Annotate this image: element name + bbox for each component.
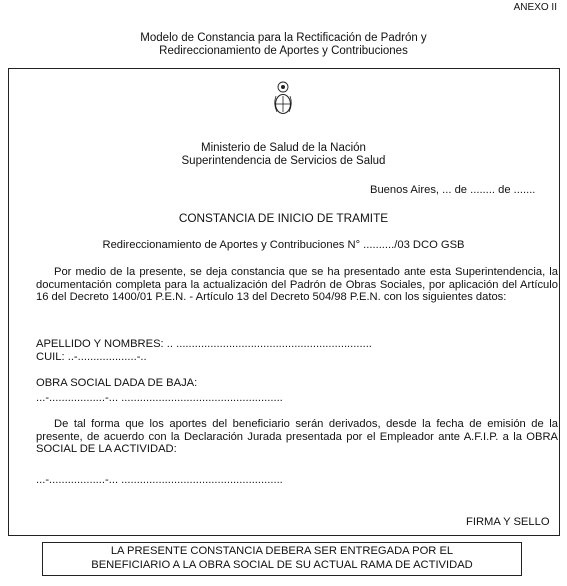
obra-social-fill-line: ...-..................-... .................................................... [36,392,283,404]
obra-social-label: OBRA SOCIAL DADA DE BAJA: [36,377,198,389]
cuil-field-line: CUIL: ..-...................-.. [36,351,147,363]
annex-label: ANEXO II [513,2,557,13]
document-title-line-1: Modelo de Constancia para la Rectificación de Padrón y [140,32,427,44]
footer-notice-box [42,542,522,576]
footer-notice-line-1: LA PRESENTE CONSTANCIA DEBERA SER ENTREGADA POR EL [110,545,454,557]
footer-notice-line-2: BENEFICIARIO A LA OBRA SOCIAL DE SU ACTUAL RAMA DE ACTIVIDAD [91,558,473,571]
superintendency-name: Superintendencia de Servicios de Salud [181,155,386,167]
second-paragraph-text: De tal forma que los aportes del beneficiario serán derivados, desde la fecha de emisión de la presente, de acuerdo con la Declaración Jurada presentada por el Empleador ante A.F.I.P. a la OBRA SOCIAL DE LA ACTIVIDAD: [36,418,558,456]
constancia-heading: CONSTANCIA DE INICIO DE TRAMITE [178,211,389,225]
national-coat-of-arms-icon [271,78,295,118]
document-title-line-2: Redireccionamiento de Aportes y Contribuciones [159,45,408,57]
name-field-line: APELLIDO Y NOMBRES: .. ............................................................... [36,338,372,350]
reference-line: Redireccionamiento de Aportes y Contribuciones N° ........../03 DCO GSB [102,239,465,251]
second-paragraph [36,418,558,456]
signature-label: FIRMA Y SELLO [466,516,550,528]
intro-paragraph-text: Por medio de la presente, se deja constancia que se ha presentado ante esta Superintendencia, la documentación completa para la actualización del Padrón de Obras Sociales, por aplicación del Artículo 16 del Decreto 1400/01 P.E.N. - Artículo 13 del Decreto 504/98 P.E.N. con los siguientes datos: [36,266,558,304]
activity-fill-line: ...-..................-... .................................................... [36,474,283,486]
intro-paragraph [36,266,558,304]
date-line: Buenos Aires, ... de ........ de ....... [370,184,536,196]
ministry-name: Ministerio de Salud de la Nación [201,142,366,154]
